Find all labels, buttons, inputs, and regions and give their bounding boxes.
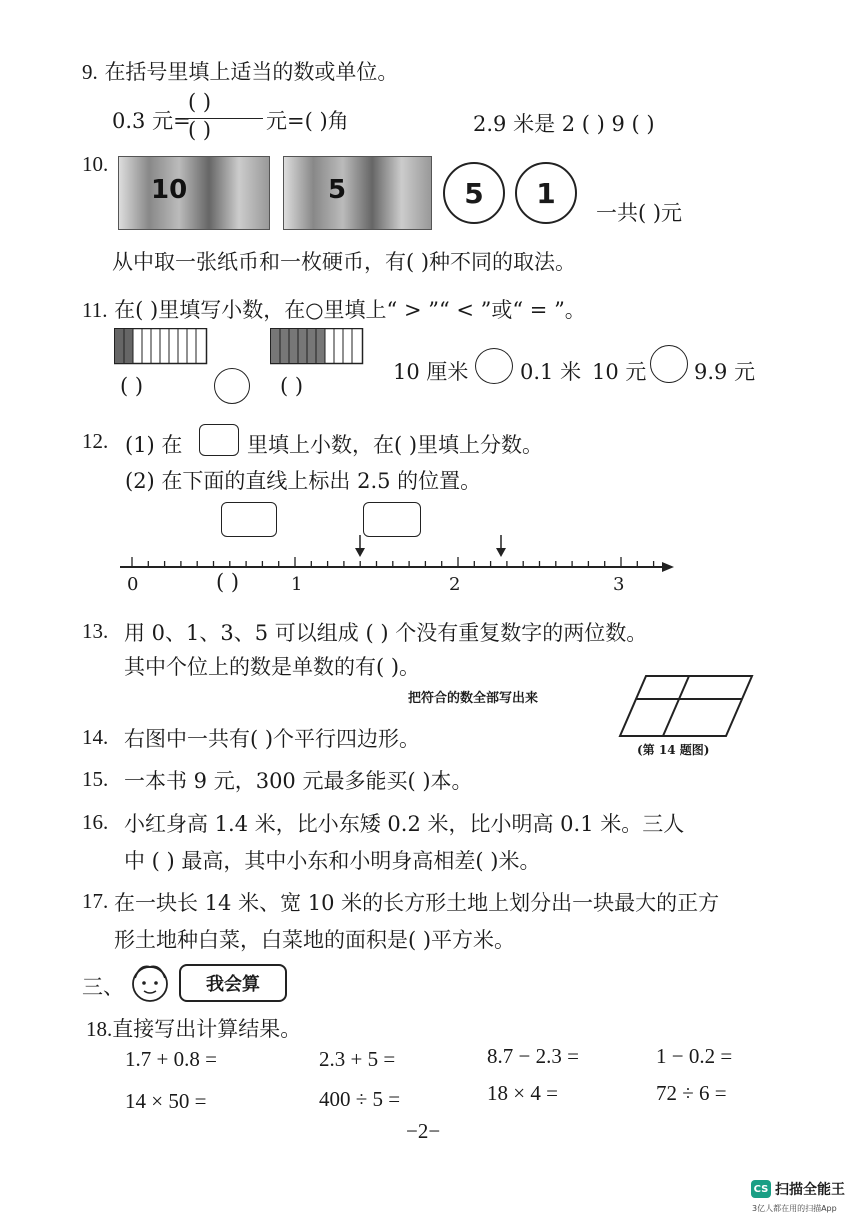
- calc-r1-c3: 8.7 − 2.3 =: [487, 1044, 579, 1068]
- footer-tagline: 3亿人都在用的扫描App: [752, 1204, 837, 1213]
- q12-part2: (2) 在下面的直线上标出 2.5 的位置。: [125, 469, 482, 493]
- q14-text: 右图中一共有( )个平行四边形。: [124, 727, 421, 751]
- q10-number: 10.: [82, 152, 109, 176]
- q13-number: 13.: [82, 619, 109, 643]
- q10-line2: 从中取一张纸币和一枚硬币，有( )种不同的取法。: [112, 250, 577, 274]
- decimal-answer-box-1[interactable]: [221, 502, 277, 537]
- q12-part1-a: (1) 在: [125, 433, 183, 457]
- calc-r2-c1: 14 × 50 =: [125, 1089, 207, 1113]
- q11-text: 在( )里填写小数，在○里填上“ > ”“ < ”或“ = ”。: [114, 298, 586, 322]
- bill1-value: 10: [151, 175, 188, 205]
- q18-number: 18.: [86, 1017, 113, 1041]
- compare-circle-3[interactable]: [650, 345, 688, 383]
- q16-number: 16.: [82, 810, 109, 834]
- one-yuan-coin-image: [515, 162, 577, 224]
- number-line: [110, 533, 680, 573]
- number-line-arrowhead: [662, 562, 674, 572]
- number-line-ticks: [132, 557, 654, 567]
- compare-circle-1[interactable]: [214, 368, 250, 404]
- tick-label-3: 3: [613, 574, 625, 595]
- tick-label-1: 1: [291, 574, 303, 595]
- q9-text: 在括号里填上适当的数或单位。: [104, 60, 399, 84]
- arrow-2-head: [496, 548, 506, 557]
- calc-r2-c3: 18 × 4 =: [487, 1081, 558, 1105]
- q10-total: 一共( )元: [596, 201, 683, 225]
- q15-number: 15.: [82, 767, 109, 791]
- q9-left: 0.3 元=: [112, 109, 191, 133]
- q13-line1: 用 0、1、3、5 可以组成 ( ) 个没有重复数字的两位数。: [124, 621, 648, 645]
- calc-r2-c2: 400 ÷ 5 =: [319, 1087, 401, 1111]
- q16-line2: 中 ( ) 最高，其中小东和小明身高相差( )米。: [124, 849, 541, 873]
- q12-fraction-paren: ( ): [216, 570, 240, 594]
- ten-yuan-bill-image: [118, 156, 270, 230]
- section-badge-text: 我会算: [206, 974, 260, 995]
- q16-line1: 小红身高 1.4 米，比小东矮 0.2 米，比小明高 0.1 米。三人: [124, 812, 685, 836]
- q15-text: 一本书 9 元，300 元最多能买( )本。: [124, 769, 473, 793]
- q14-caption: (第 14 题图): [637, 743, 710, 757]
- decimal-grid-1: [114, 328, 209, 365]
- q11-cmp1-left: 10 厘米: [393, 360, 469, 384]
- calc-r2-c4: 72 ÷ 6 =: [656, 1081, 727, 1105]
- q9-stem: [82, 56, 398, 86]
- calc-r1-c2: 2.3 + 5 =: [319, 1047, 396, 1071]
- calc-r1-c4: 1 − 0.2 =: [656, 1044, 733, 1068]
- q18-stem: [86, 1013, 301, 1043]
- q11-paren1: ( ): [120, 374, 144, 398]
- q17-line2: 形土地种白菜，白菜地的面积是( )平方米。: [114, 928, 516, 952]
- q11-stem: [82, 294, 586, 324]
- q13-hint: 把符合的数全部写出来: [408, 691, 539, 706]
- section-number: 三、: [82, 975, 124, 999]
- q17-line1: 在一块长 14 米、宽 10 米的长方形土地上划分出一块最大的正方: [114, 891, 720, 915]
- section-badge: [179, 964, 287, 1002]
- q11-cmp2-right: 9.9 元: [694, 360, 756, 384]
- q12-example-box: [199, 424, 239, 456]
- q9-fraction-numerator: ( ): [188, 90, 212, 114]
- arrow-1-head: [355, 548, 365, 557]
- q11-cmp1-right: 0.1 米: [520, 360, 582, 384]
- calc-r1-c1: 1.7 + 0.8 =: [125, 1047, 217, 1071]
- coin2-value: 1: [536, 176, 556, 210]
- q13-line2: 其中个位上的数是单数的有( )。: [124, 655, 421, 679]
- q11-number: 11.: [82, 298, 108, 322]
- compare-circle-2[interactable]: [475, 348, 513, 384]
- cartoon-face-icon: [126, 960, 176, 1004]
- q12-part1-b: 里填上小数，在( )里填上分数。: [247, 433, 544, 457]
- q18-text: 直接写出计算结果。: [112, 1017, 302, 1041]
- footer-app-name: 扫描全能王: [775, 1182, 845, 1198]
- q12-number: 12.: [82, 429, 109, 453]
- coin1-value: 5: [464, 176, 484, 210]
- q11-paren2: ( ): [280, 374, 304, 398]
- q9-right: 2.9 米是 2 ( ) 9 ( ): [473, 112, 655, 136]
- decimal-answer-box-2[interactable]: [363, 502, 421, 537]
- bill2-value: 5: [328, 175, 347, 205]
- q9-mid: 元=( )角: [266, 109, 349, 133]
- five-yuan-bill-image: [283, 156, 432, 230]
- tick-label-2: 2: [449, 574, 461, 595]
- five-jiao-coin-image: [443, 162, 505, 224]
- tick-label-0: 0: [127, 574, 139, 595]
- q14-number: 14.: [82, 725, 109, 749]
- q9-fraction-denominator: ( ): [188, 118, 212, 142]
- parallelogram-figure: [618, 672, 758, 742]
- page-number: −2−: [406, 1119, 441, 1143]
- q17-number: 17.: [82, 889, 109, 913]
- camscanner-logo-icon: [751, 1180, 771, 1198]
- footer-logo-text: CS: [753, 1183, 769, 1195]
- q9-number: 9.: [82, 60, 98, 84]
- decimal-grid-2: [270, 328, 365, 365]
- q11-cmp2-left: 10 元: [592, 360, 647, 384]
